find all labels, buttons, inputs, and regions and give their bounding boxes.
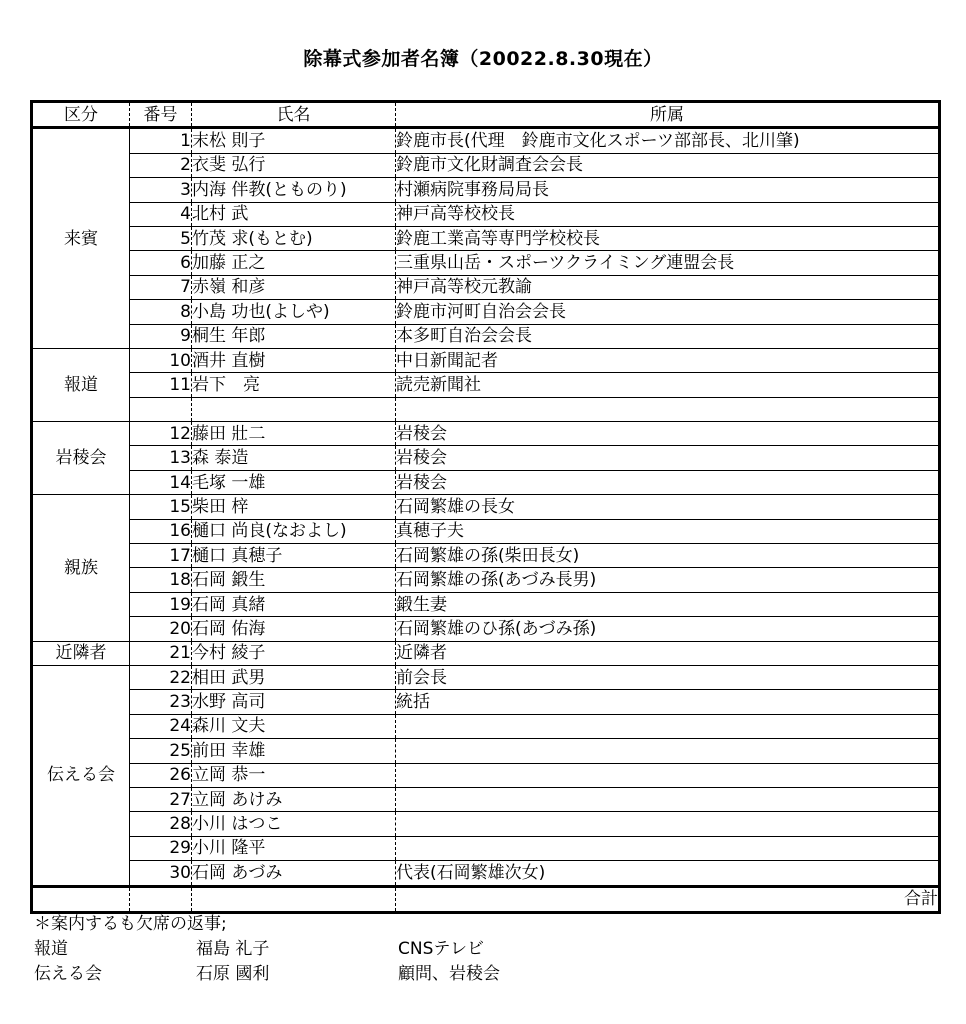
number-cell: 5 [130,226,192,250]
header-name: 氏名 [192,102,396,128]
table-row [32,787,940,811]
name-cell: 樋口 真穂子 [192,544,396,568]
participant-table [30,100,941,914]
table-row [32,690,940,714]
number-cell: 28 [130,812,192,836]
number-cell: 17 [130,544,192,568]
notes-name: 福島 礼子 [196,939,270,959]
table-row [32,812,940,836]
table-row [32,275,940,299]
notes-affiliation: CNSテレビ [398,939,485,959]
name-cell: 石岡 真緒 [192,592,396,616]
table-row [32,202,940,226]
name-cell: 桐生 年郎 [192,324,396,348]
affiliation-cell: 代表(石岡繁雄次女) [396,861,940,886]
affiliation-cell: 村瀬病院事務局局長 [396,178,940,202]
affiliation-cell: 鈴鹿市長(代理 鈴鹿市文化スポーツ部部長、北川肇) [396,128,940,153]
table-row [32,519,940,543]
notes-affiliation: 顧問、岩稜会 [398,964,500,984]
name-cell: 立岡 恭一 [192,763,396,787]
name-cell: 酒井 直樹 [192,348,396,372]
affiliation-cell: 読売新聞社 [396,373,940,397]
table-row [32,178,940,202]
affiliation-cell: 統括 [396,690,940,714]
table-header-row [32,102,940,128]
affiliation-cell: 石岡繁雄の孫(柴田長女) [396,544,940,568]
header-affiliation: 所属 [396,102,940,128]
number-cell: 23 [130,690,192,714]
number-cell: 3 [130,178,192,202]
affiliation-cell [396,836,940,860]
table-row [32,739,940,763]
number-cell: 8 [130,300,192,324]
table-row [32,763,940,787]
affiliation-cell: 鈴鹿市文化財調査会会長 [396,153,940,177]
affiliation-cell: 岩稜会 [396,470,940,494]
name-cell: 北村 武 [192,202,396,226]
name-cell: 毛塚 一雄 [192,470,396,494]
category-cell: 近隣者 [32,641,130,665]
number-cell: 26 [130,763,192,787]
category-cell: 岩稜会 [32,422,130,495]
affiliation-cell: 鍛生妻 [396,592,940,616]
name-cell: 小川 隆平 [192,836,396,860]
affiliation-cell: 鈴鹿市河町自治会会長 [396,300,940,324]
name-cell: 赤嶺 和彦 [192,275,396,299]
number-cell: 22 [130,665,192,689]
name-cell: 小川 はつこ [192,812,396,836]
number-cell: 12 [130,422,192,446]
affiliation-cell [396,397,940,421]
table-body [32,128,940,913]
name-cell: 内海 伴教(とものり) [192,178,396,202]
total-empty-cell [130,886,192,912]
notes-category: 報道 [34,939,68,959]
name-cell: 加藤 正之 [192,251,396,275]
table-row [32,714,940,738]
table-row [32,128,940,153]
name-cell: 立岡 あけみ [192,787,396,811]
affiliation-cell: 近隣者 [396,641,940,665]
table-row [32,641,940,665]
table-row [32,348,940,372]
number-cell: 14 [130,470,192,494]
number-cell: 2 [130,153,192,177]
number-cell [130,397,192,421]
table-row [32,568,940,592]
category-cell: 親族 [32,495,130,641]
affiliation-cell: 石岡繁雄の長女 [396,495,940,519]
name-cell: 藤田 壯二 [192,422,396,446]
table-row [32,836,940,860]
name-cell: 小島 功也(よしや) [192,300,396,324]
affiliation-cell: 石岡繁雄の孫(あづみ長男) [396,568,940,592]
affiliation-cell [396,739,940,763]
table-row [32,446,940,470]
number-cell: 27 [130,787,192,811]
total-row [32,886,940,912]
number-cell: 11 [130,373,192,397]
notes-name: 石原 國利 [196,964,270,984]
table-row [32,324,940,348]
name-cell: 水野 高司 [192,690,396,714]
number-cell: 7 [130,275,192,299]
affiliation-cell: 三重県山岳・スポーツクライミング連盟会長 [396,251,940,275]
affiliation-cell: 前会長 [396,665,940,689]
number-cell: 25 [130,739,192,763]
table-row [32,153,940,177]
notes-heading: ＊案内するも欠席の返事; [34,914,227,934]
affiliation-cell: 本多町自治会会長 [396,324,940,348]
number-cell: 6 [130,251,192,275]
table-row [32,422,940,446]
affiliation-cell: 神戸高等校元教諭 [396,275,940,299]
notes-category: 伝える会 [34,964,102,984]
roster-sheet [30,100,938,912]
category-cell: 報道 [32,348,130,421]
table-row [32,397,940,421]
name-cell: 相田 武男 [192,665,396,689]
name-cell: 岩下 亮 [192,373,396,397]
number-cell: 21 [130,641,192,665]
affiliation-cell: 中日新聞記者 [396,348,940,372]
number-cell: 4 [130,202,192,226]
name-cell: 末松 則子 [192,128,396,153]
affiliation-cell: 神戸高等校校長 [396,202,940,226]
category-cell: 来賓 [32,128,130,349]
total-empty-cell [32,886,130,912]
number-cell: 9 [130,324,192,348]
affiliation-cell: 石岡繁雄のひ孫(あづみ孫) [396,617,940,641]
name-cell: 森川 文夫 [192,714,396,738]
total-empty-cell [192,886,396,912]
number-cell: 19 [130,592,192,616]
table-row [32,665,940,689]
number-cell: 16 [130,519,192,543]
name-cell: 森 泰造 [192,446,396,470]
number-cell: 18 [130,568,192,592]
number-cell: 29 [130,836,192,860]
header-category: 区分 [32,102,130,128]
table-row [32,544,940,568]
table-row [32,592,940,616]
table-row [32,251,940,275]
number-cell: 13 [130,446,192,470]
affiliation-cell: 岩稜会 [396,422,940,446]
table-row [32,300,940,324]
number-cell: 24 [130,714,192,738]
number-cell: 1 [130,128,192,153]
name-cell: 前田 幸雄 [192,739,396,763]
affiliation-cell [396,812,940,836]
name-cell: 石岡 あづみ [192,861,396,886]
table-row [32,226,940,250]
name-cell: 石岡 鍛生 [192,568,396,592]
table-row [32,617,940,641]
header-number: 番号 [130,102,192,128]
table-row [32,373,940,397]
category-cell: 伝える会 [32,665,130,886]
affiliation-cell [396,714,940,738]
name-cell: 衣斐 弘行 [192,153,396,177]
table-row [32,861,940,886]
affiliation-cell [396,787,940,811]
number-cell: 20 [130,617,192,641]
page-title: 除幕式参加者名簿（20022.8.30現在） [303,48,663,70]
affiliation-cell: 岩稜会 [396,446,940,470]
number-cell: 30 [130,861,192,886]
number-cell: 10 [130,348,192,372]
table-row [32,470,940,494]
name-cell: 今村 綾子 [192,641,396,665]
affiliation-cell [396,763,940,787]
affiliation-cell: 鈴鹿工業高等専門学校校長 [396,226,940,250]
name-cell [192,397,396,421]
name-cell: 竹茂 求(もとむ) [192,226,396,250]
number-cell: 15 [130,495,192,519]
name-cell: 樋口 尚良(なおよし) [192,519,396,543]
table-row [32,495,940,519]
name-cell: 柴田 梓 [192,495,396,519]
affiliation-cell: 真穂子夫 [396,519,940,543]
name-cell: 石岡 佑海 [192,617,396,641]
total-label: 合計 [396,886,940,912]
